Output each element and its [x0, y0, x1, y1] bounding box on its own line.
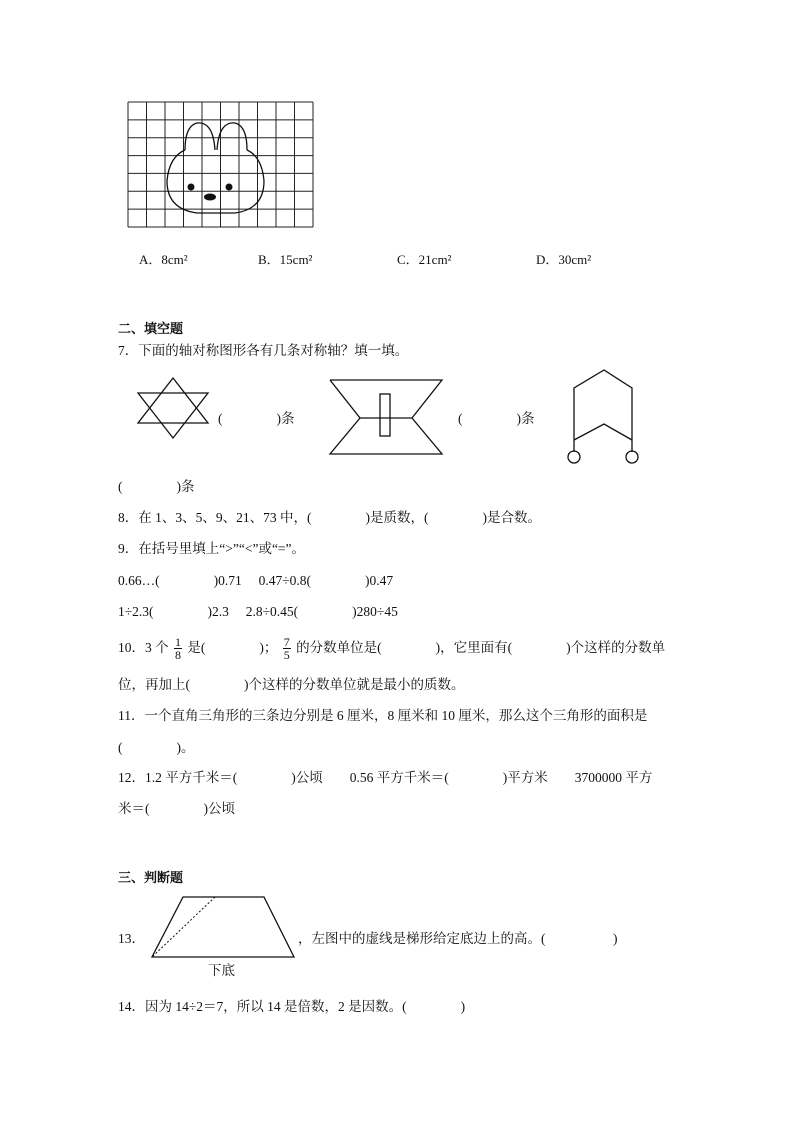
q10-line-1 [118, 631, 665, 665]
q13-text: ，左图中的虚线是梯形给定底边上的高。( ) [298, 931, 618, 946]
q9-line-2: 1÷2.3( )2.3 2.8÷0.45( )280÷45 [118, 604, 398, 619]
q12-line-2: 米＝( )公顷 [118, 801, 235, 816]
q7-text: 7．下面的轴对称图形各有几条对称轴？填一填。 [118, 343, 409, 358]
q12-line-1: 12．1.2 平方千米＝( )公顷 0.56 平方千米＝( )平方米 3700000 平方 [118, 770, 653, 785]
q14-text: 14．因为 14÷2＝7，所以 14 是倍数，2 是因数。( ) [118, 999, 466, 1014]
q7-blank-3[interactable]: ( )条 [118, 479, 195, 494]
section-title-judgement: 三、判断题 [118, 870, 184, 885]
q7-blank-1[interactable]: ( )条 [218, 411, 295, 426]
section-title-fill-blank: 二、填空题 [118, 321, 184, 336]
option-d[interactable]: D．30cm² [536, 252, 592, 267]
q7-blank-2[interactable]: ( )条 [458, 411, 535, 426]
q10-part-3: 的分数单位是( )，它里面有( )个这样的分数单 [296, 640, 666, 655]
bowtie-figure [328, 378, 444, 458]
fraction-one-eighth: $\frac{1}{8}$ [175, 635, 181, 663]
q13-number: 13． [118, 931, 145, 946]
trapezoid-figure [150, 895, 296, 961]
q11-line-2: ( )。 [118, 740, 195, 755]
q9-line-1: 0.66…( )0.71 0.47÷0.8( )0.47 [118, 573, 394, 588]
option-c[interactable]: C．21cm² [397, 252, 452, 267]
q10-part-2: 是( )； [187, 640, 278, 655]
hexagram-figure [135, 376, 211, 440]
q10-line-2: 位，再加上( )个这样的分数单位就是最小的质数。 [118, 677, 465, 692]
q10-part-1: 10．3 个 [118, 640, 169, 655]
rabbit-grid-figure [127, 101, 317, 231]
q11-line-1: 11．一个直角三角形的三条边分别是 6 厘米，8 厘米和 10 厘米，那么这个三角形的面积是 [118, 708, 648, 723]
q8-text: 8．在 1、3、5、9、21、73 中，( )是质数，( )是合数。 [118, 510, 541, 525]
fraction-seven-fifths: $\frac{7}{5}$ [283, 635, 290, 663]
trapezoid-base-label: 下底 [208, 963, 235, 978]
pentagon-hook-figure [564, 368, 644, 468]
option-a[interactable]: A．8cm² [139, 252, 188, 267]
q9-text: 9．在括号里填上“>”“<”或“=”。 [118, 541, 306, 556]
option-b[interactable]: B．15cm² [258, 252, 313, 267]
